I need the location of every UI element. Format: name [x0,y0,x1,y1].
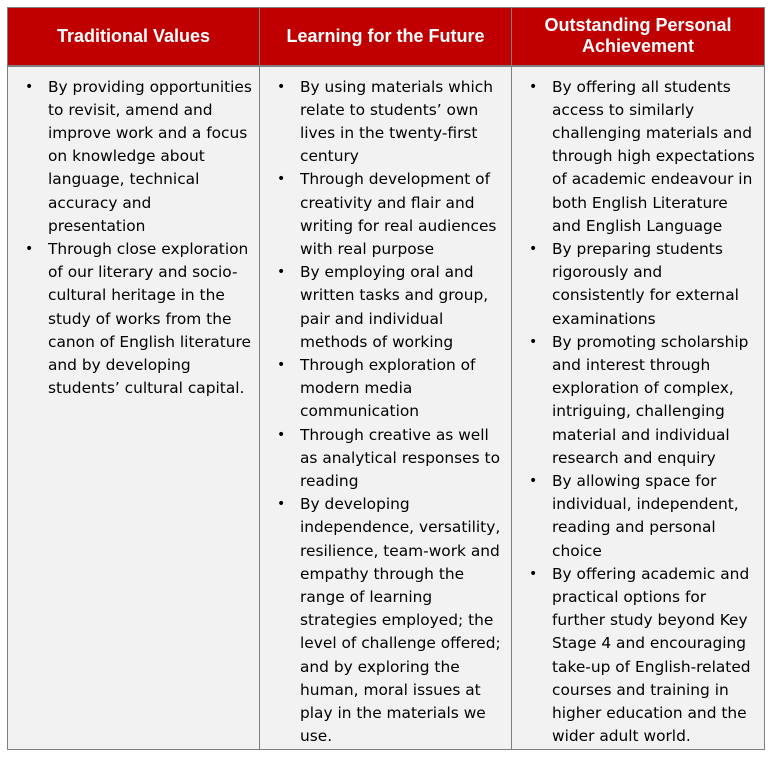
list-item-text: Through development of creativity and flair and writing for real audiences with real purpose [300,170,497,258]
list-item [260,493,505,748]
values-table-container [7,7,764,750]
bullet-icon: • [25,240,34,257]
list-item-text: By preparing students rigorously and consistently for external examinations [552,239,739,328]
bullet-list [512,76,758,749]
column-learning-for-the-future [260,66,512,750]
header-learning-for-the-future: Learning for the Future [260,8,512,66]
list-item-text: Through creative as well as analytical responses to reading [300,425,500,490]
bullet-icon: • [277,264,286,281]
bullet-icon: • [277,496,286,513]
list-item-text: Through exploration of modern media communication [300,355,476,421]
list-item-text: By allowing space for individual, independent, reading and personal choice [552,471,739,560]
list-item [260,424,505,494]
list-item [8,76,253,238]
column-traditional-values [8,66,260,750]
list-item-text: By employing oral and written tasks and group, pair and individual methods of working [300,263,489,351]
list-item-text: By providing opportunities to revisit, amend and improve work and a focus on knowledge about language, technical accuracy and presentation [48,77,252,235]
column-outstanding-personal-achievement [512,66,765,750]
bullet-icon: • [529,240,538,257]
values-table [7,7,765,750]
bullet-icon: • [277,426,286,443]
header-row [8,8,765,66]
bullet-list [8,76,253,401]
header-traditional-values: Traditional Values [8,8,260,66]
bullet-icon: • [529,333,538,350]
list-item-text: By offering academic and practical options for further study beyond Key Stage 4 and encouraging take-up of English-related courses and training in higher education and the wider adult world. [552,564,751,746]
list-item-text: Through close exploration of our literary and socio-cultural heritage in the study of works from the canon of English literature and by developing students’ cultural capital. [48,239,251,398]
bullet-icon: • [529,78,538,95]
bullet-icon: • [529,565,538,582]
list-item [260,76,505,169]
list-item-text: By offering all students access to similarly challenging materials and through high expectations of academic endeavour in both English Literature and English Language [552,77,755,235]
list-item [512,563,758,749]
list-item [8,238,253,400]
bullet-icon: • [25,78,34,95]
list-item-text: By promoting scholarship and interest through exploration of complex, intriguing, challenging material and individual research and enquiry [552,332,749,467]
list-item [260,168,505,261]
content-row [8,66,765,750]
bullet-icon: • [277,356,286,373]
header-outstanding-personal-achievement: Outstanding Personal Achievement [512,8,765,66]
list-item [512,76,758,238]
list-item-text: By using materials which relate to students’ own lives in the twenty-first century [300,77,494,166]
list-item [512,238,758,331]
list-item [260,261,505,354]
list-item [512,331,758,470]
list-item [512,470,758,563]
bullet-icon: • [529,472,538,489]
list-item-text: By developing independence, versatility, resilience, team-work and empathy through the range of learning strategies employed; the level of challenge offered; and by exploring the human, moral issues at play in the materials we use. [300,495,501,746]
bullet-icon: • [277,78,286,95]
bullet-icon: • [277,171,286,188]
list-item [260,354,505,424]
bullet-list [260,76,505,749]
